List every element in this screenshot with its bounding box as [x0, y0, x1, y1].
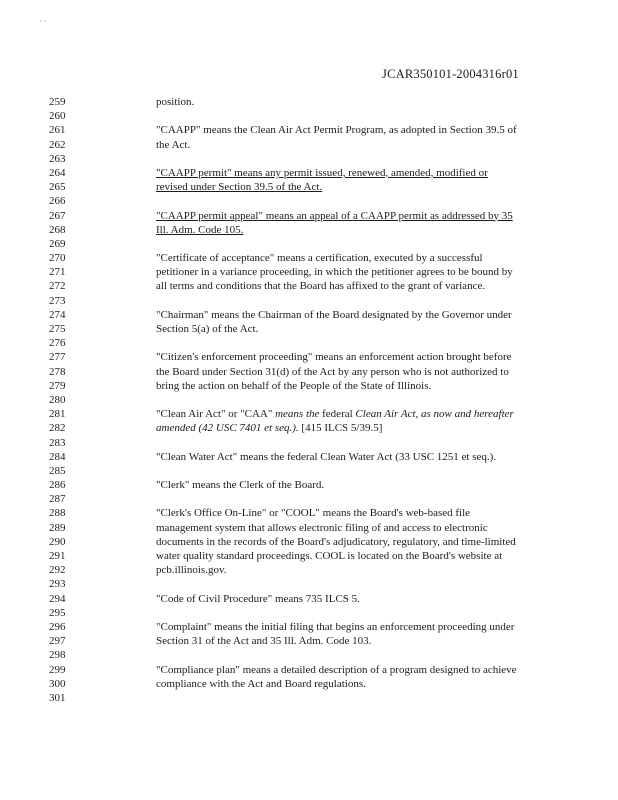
- text-run: "Citizen's enforcement proceeding" means an enforcement action brought before: [156, 351, 512, 364]
- line-number: 260: [49, 110, 66, 123]
- text-line: [156, 691, 596, 705]
- line-number: 298: [49, 649, 66, 662]
- text-line: [156, 138, 596, 152]
- document-body: [156, 95, 596, 705]
- line-number: 285: [49, 464, 66, 477]
- text-line: [156, 535, 596, 549]
- text-line: [156, 166, 596, 180]
- text-run: documents in the records of the Board's adjudicatory, regulatory, and time-limited: [156, 535, 516, 548]
- line-number: 284: [49, 450, 66, 463]
- text-line: [156, 322, 596, 336]
- text-line: [156, 407, 596, 421]
- italic-text: means the: [275, 408, 320, 421]
- text-run: all terms and conditions that the Board has affixed to the grant of variance.: [156, 280, 486, 293]
- text-line: [156, 549, 596, 563]
- text-line: [156, 393, 596, 407]
- line-number: 291: [49, 550, 66, 562]
- text-run: "Compliance plan" means a detailed description of a program designed to achieve: [156, 663, 517, 676]
- line-number: 267: [49, 209, 66, 222]
- text-line: [156, 464, 596, 478]
- italic-text: amended (42 USC 7401 et seq.).: [156, 422, 299, 435]
- line-number: 259: [49, 96, 66, 108]
- text-line: [156, 677, 596, 691]
- line-number: 292: [49, 564, 66, 577]
- line-number: 278: [49, 365, 66, 378]
- text-line: [156, 180, 596, 194]
- text-line: [156, 663, 596, 677]
- document-id: JCAR350101-2004316r01: [382, 67, 519, 81]
- scan-marks: , ,: [40, 14, 46, 23]
- line-number: 287: [49, 493, 66, 506]
- line-number: 296: [49, 620, 66, 633]
- line-number: 289: [49, 521, 66, 534]
- text-line: [156, 251, 596, 265]
- text-line: [156, 492, 596, 506]
- text-line: [156, 109, 596, 123]
- underlined-text: Ill. Adm. Code 105.: [156, 223, 244, 236]
- text-line: [156, 478, 596, 492]
- line-number: 261: [49, 124, 66, 137]
- line-number: 300: [49, 677, 66, 690]
- text-line: [156, 421, 596, 435]
- line-number: 301: [49, 691, 66, 704]
- text-run: "Certificate of acceptance" means a certification, executed by a successful: [156, 252, 483, 265]
- line-number: 262: [49, 138, 66, 151]
- line-number: 273: [49, 294, 66, 307]
- text-run: "Clean Water Act" means the federal Clean Water Act (33 USC 1251 et seq.).: [156, 450, 497, 463]
- text-line: [156, 436, 596, 450]
- text-run: position.: [156, 96, 195, 108]
- text-line: [156, 563, 596, 577]
- text-line: [156, 265, 596, 279]
- text-run: "Complaint" means the initial filing that begins an enforcement proceeding under: [156, 620, 515, 633]
- underlined-text: "CAAPP permit" means any permit issued, renewed, amended, modified or: [156, 166, 488, 179]
- line-number: 264: [49, 166, 66, 179]
- text-run: management system that allows electronic filing of and access to electronic: [156, 521, 488, 534]
- text-line: [156, 450, 596, 464]
- line-number: 280: [49, 393, 66, 406]
- text-run: "CAAPP" means the Clean Air Act Permit Program, as adopted in Section 39.5 of: [156, 124, 517, 137]
- line-number: 276: [49, 337, 66, 350]
- line-number: 288: [49, 507, 66, 520]
- line-number: 290: [49, 535, 66, 548]
- text-line: [156, 606, 596, 620]
- line-number: 270: [49, 252, 66, 265]
- text-run: "Chairman" means the Chairman of the Board designated by the Governor under: [156, 308, 512, 321]
- line-number: 281: [49, 408, 66, 421]
- line-number: 297: [49, 635, 66, 648]
- text-run: "Clean Air Act" or "CAA": [156, 408, 276, 421]
- text-line: [156, 350, 596, 364]
- text-run: "Clerk" means the Clerk of the Board.: [156, 479, 325, 492]
- text-line: [156, 194, 596, 208]
- text-line: [156, 521, 596, 535]
- line-number: 274: [49, 308, 66, 321]
- text-line: [156, 279, 596, 293]
- text-line: [156, 620, 596, 634]
- text-run: compliance with the Act and Board regulations.: [156, 677, 366, 690]
- text-line: [156, 152, 596, 166]
- line-number: 268: [49, 223, 66, 236]
- text-run: petitioner in a variance proceeding, in which the petitioner agrees to be bound by: [156, 266, 513, 279]
- line-number: 282: [49, 422, 66, 435]
- text-run: federal: [319, 408, 356, 421]
- text-run: pcb.illinois.gov.: [156, 564, 227, 577]
- line-number: 279: [49, 379, 66, 392]
- text-run: bring the action on behalf of the People of the State of Illinois.: [156, 379, 432, 392]
- text-line: [156, 634, 596, 648]
- text-line: [156, 294, 596, 308]
- line-number: 263: [49, 152, 66, 165]
- text-line: [156, 123, 596, 137]
- text-line: [156, 506, 596, 520]
- text-line: [156, 379, 596, 393]
- line-number: 294: [49, 592, 66, 605]
- underlined-text: revised under Section 39.5 of the Act.: [156, 181, 323, 194]
- line-number: 266: [49, 195, 66, 208]
- text-run: the Board under Section 31(d) of the Act by any person who is not authorized to: [156, 365, 509, 378]
- text-line: [156, 308, 596, 322]
- text-run: Section 5(a) of the Act.: [156, 323, 259, 335]
- underlined-text: "CAAPP permit appeal" means an appeal of a CAAPP permit as addressed by 35: [156, 209, 513, 222]
- text-run: [415 ILCS 5/39.5]: [298, 422, 383, 435]
- line-number: 283: [49, 436, 66, 449]
- italic-text: Clean Air Act, as now and hereafter: [355, 408, 514, 421]
- text-run: "Clerk's Office On-Line" or "COOL" means the Board's web-based file: [156, 507, 471, 520]
- text-line: [156, 365, 596, 379]
- line-number: 295: [49, 606, 66, 619]
- line-number: 277: [49, 351, 66, 364]
- text-run: water quality standard proceedings. COOL is located on the Board's website at: [156, 550, 503, 562]
- line-number: 265: [49, 181, 66, 194]
- text-line: [156, 577, 596, 591]
- line-number: 269: [49, 237, 66, 250]
- text-line: [156, 592, 596, 606]
- text-run: the Act.: [156, 138, 191, 151]
- line-number: 286: [49, 479, 66, 492]
- text-line: [156, 237, 596, 251]
- text-run: Section 31 of the Act and 35 Ill. Adm. Code 103.: [156, 635, 372, 648]
- text-line: [156, 648, 596, 662]
- text-line: [156, 95, 596, 109]
- line-number: 271: [49, 266, 66, 279]
- text-run: "Code of Civil Procedure" means 735 ILCS 5.: [156, 592, 360, 605]
- line-number: 272: [49, 280, 66, 293]
- line-number: 275: [49, 323, 66, 335]
- text-line: [156, 223, 596, 237]
- text-line: [156, 336, 596, 350]
- line-number: 293: [49, 578, 66, 591]
- line-number: 299: [49, 663, 66, 676]
- text-line: [156, 209, 596, 223]
- line-number-column: [49, 95, 79, 705]
